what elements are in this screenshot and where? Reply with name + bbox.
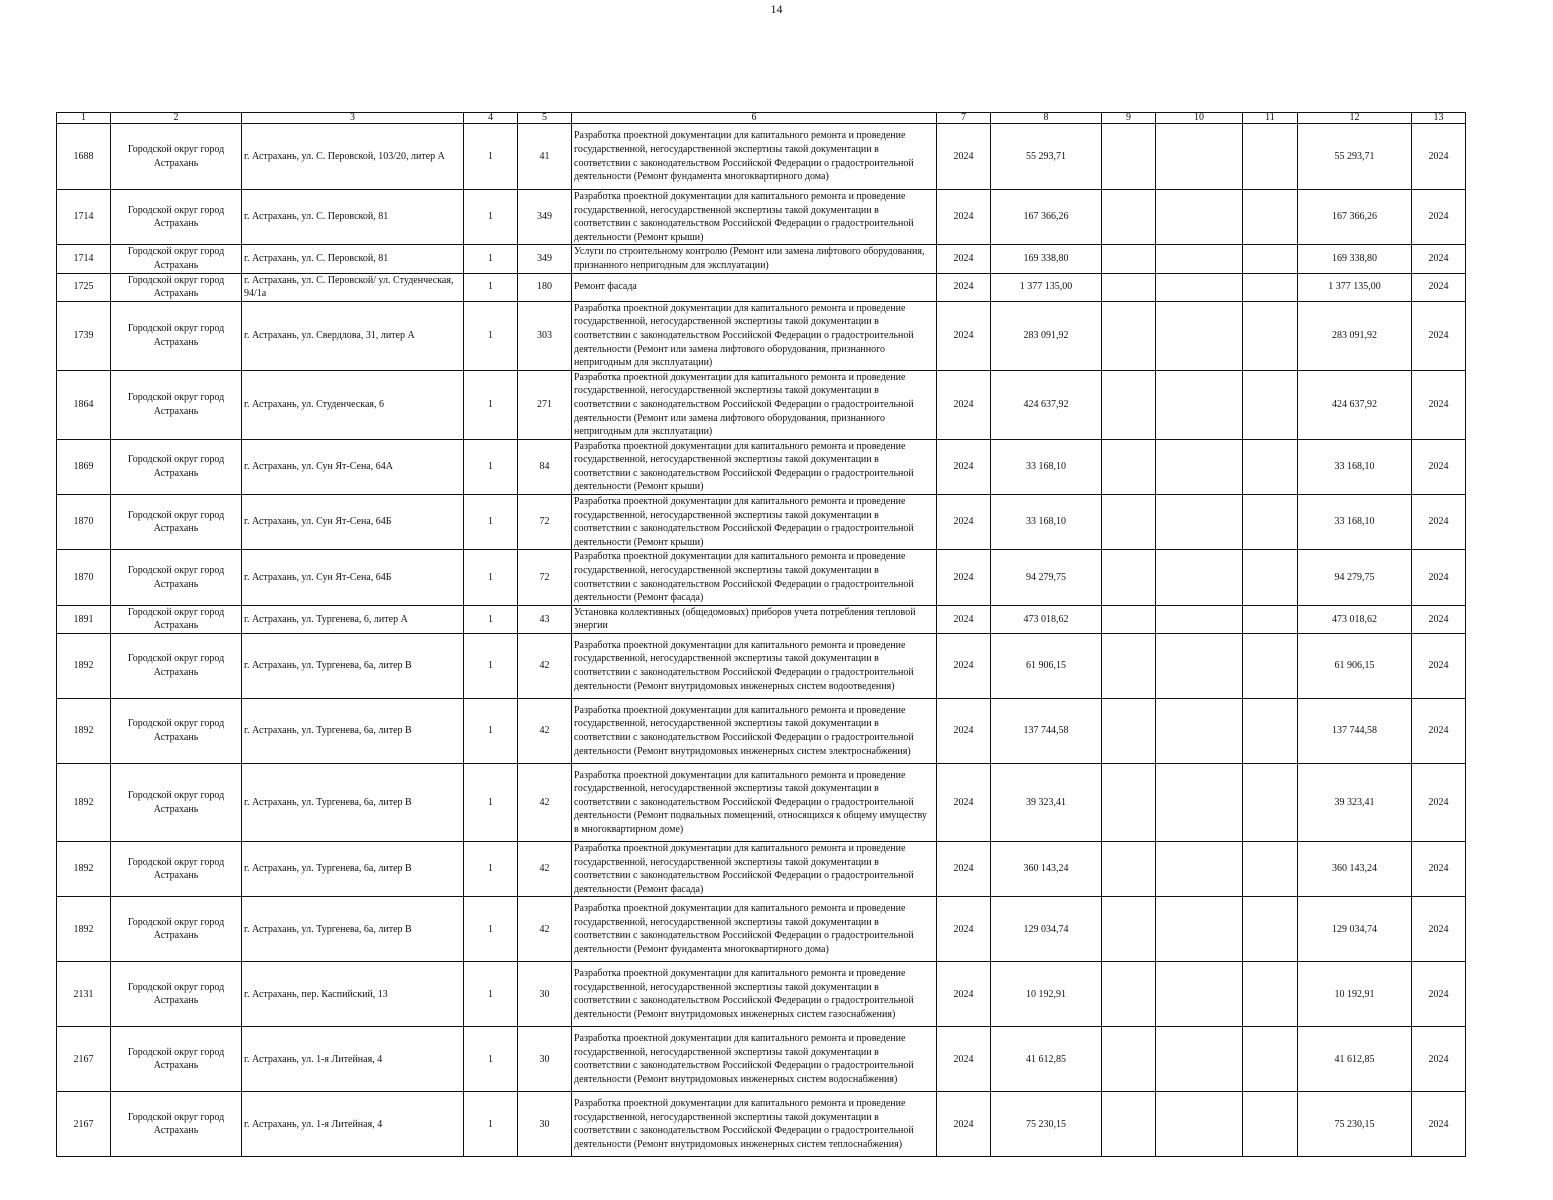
completion-year-cell: 2024 — [1412, 1027, 1466, 1092]
col-10-cell — [1156, 273, 1243, 301]
table-row — [57, 962, 1466, 1027]
completion-year-cell: 2024 — [1412, 245, 1466, 273]
total-cost-cell: 424 637,92 — [1298, 370, 1412, 439]
cost-cell: 137 744,58 — [991, 699, 1102, 764]
table-row — [57, 897, 1466, 962]
work-description-cell: Разработка проектной документации для капитального ремонта и проведение государственной, негосударственной экспертизы такой документации в соответствии с законодательством Российской Федерации о градостроительной деятельности (Ремонт внутридомовых инженерных систем водоснабжения) — [572, 1027, 937, 1092]
row-number-cell: 1892 — [57, 764, 111, 842]
address-cell: г. Астрахань, пер. Каспийский, 13 — [242, 962, 464, 1027]
cost-cell: 1 377 135,00 — [991, 273, 1102, 301]
total-cost-cell: 283 091,92 — [1298, 301, 1412, 370]
column-header-2: 2 — [111, 113, 242, 124]
year-cell: 2024 — [937, 605, 991, 633]
column-header-4: 4 — [464, 113, 518, 124]
municipality-cell: Городской округ город Астрахань — [111, 245, 242, 273]
completion-year-cell: 2024 — [1412, 962, 1466, 1027]
table-row — [57, 439, 1466, 494]
col-10-cell — [1156, 245, 1243, 273]
table-row — [57, 605, 1466, 633]
cost-cell: 424 637,92 — [991, 370, 1102, 439]
col-9-cell — [1102, 550, 1156, 605]
year-cell: 2024 — [937, 439, 991, 494]
row-number-cell: 1892 — [57, 699, 111, 764]
total-cost-cell: 473 018,62 — [1298, 605, 1412, 633]
count-cell: 1 — [464, 245, 518, 273]
total-cost-cell: 129 034,74 — [1298, 897, 1412, 962]
table-row — [57, 1092, 1466, 1157]
row-number-cell: 1892 — [57, 842, 111, 897]
column-number-row — [57, 113, 1466, 124]
address-cell: г. Астрахань, ул. Сун Ят-Сена, 64Б — [242, 550, 464, 605]
column-header-13: 13 — [1412, 113, 1466, 124]
col-11-cell — [1243, 190, 1298, 245]
completion-year-cell: 2024 — [1412, 764, 1466, 842]
apartments-cell: 41 — [518, 124, 572, 190]
count-cell: 1 — [464, 1027, 518, 1092]
completion-year-cell: 2024 — [1412, 273, 1466, 301]
row-number-cell: 1892 — [57, 897, 111, 962]
row-number-cell: 1688 — [57, 124, 111, 190]
column-header-5: 5 — [518, 113, 572, 124]
cost-cell: 75 230,15 — [991, 1092, 1102, 1157]
apartments-cell: 84 — [518, 439, 572, 494]
year-cell: 2024 — [937, 273, 991, 301]
col-11-cell — [1243, 301, 1298, 370]
work-description-cell: Разработка проектной документации для капитального ремонта и проведение государственной, негосударственной экспертизы такой документации в соответствии с законодательством Российской Федерации о градостроительной деятельности (Ремонт внутридомовых инженерных систем теплоснабжения) — [572, 1092, 937, 1157]
completion-year-cell: 2024 — [1412, 842, 1466, 897]
year-cell: 2024 — [937, 550, 991, 605]
year-cell: 2024 — [937, 842, 991, 897]
year-cell: 2024 — [937, 124, 991, 190]
col-11-cell — [1243, 273, 1298, 301]
municipality-cell: Городской округ город Астрахань — [111, 370, 242, 439]
completion-year-cell: 2024 — [1412, 699, 1466, 764]
table-row — [57, 634, 1466, 699]
count-cell: 1 — [464, 190, 518, 245]
col-9-cell — [1102, 634, 1156, 699]
address-cell: г. Астрахань, ул. Тургенева, 6а, литер В — [242, 634, 464, 699]
total-cost-cell: 137 744,58 — [1298, 699, 1412, 764]
table-row — [57, 124, 1466, 190]
completion-year-cell: 2024 — [1412, 301, 1466, 370]
year-cell: 2024 — [937, 1092, 991, 1157]
col-11-cell — [1243, 1092, 1298, 1157]
col-11-cell — [1243, 495, 1298, 550]
year-cell: 2024 — [937, 897, 991, 962]
cost-cell: 129 034,74 — [991, 897, 1102, 962]
table-row — [57, 370, 1466, 439]
col-9-cell — [1102, 962, 1156, 1027]
row-number-cell: 1891 — [57, 605, 111, 633]
col-10-cell — [1156, 301, 1243, 370]
total-cost-cell: 39 323,41 — [1298, 764, 1412, 842]
table-row — [57, 699, 1466, 764]
work-description-cell: Разработка проектной документации для капитального ремонта и проведение государственной, негосударственной экспертизы такой документации в соответствии с законодательством Российской Федерации о градостроительной деятельности (Ремонт внутридомовых инженерных систем газоснабжения) — [572, 962, 937, 1027]
total-cost-cell: 10 192,91 — [1298, 962, 1412, 1027]
year-cell: 2024 — [937, 1027, 991, 1092]
cost-cell: 360 143,24 — [991, 842, 1102, 897]
table-row — [57, 495, 1466, 550]
col-9-cell — [1102, 897, 1156, 962]
cost-cell: 33 168,10 — [991, 439, 1102, 494]
municipality-cell: Городской округ город Астрахань — [111, 634, 242, 699]
row-number-cell: 2167 — [57, 1027, 111, 1092]
municipality-cell: Городской округ город Астрахань — [111, 962, 242, 1027]
count-cell: 1 — [464, 124, 518, 190]
row-number-cell: 1714 — [57, 190, 111, 245]
col-10-cell — [1156, 897, 1243, 962]
apartments-cell: 42 — [518, 897, 572, 962]
count-cell: 1 — [464, 495, 518, 550]
cost-cell: 10 192,91 — [991, 962, 1102, 1027]
completion-year-cell: 2024 — [1412, 897, 1466, 962]
col-9-cell — [1102, 273, 1156, 301]
row-number-cell: 1714 — [57, 245, 111, 273]
municipality-cell: Городской округ город Астрахань — [111, 764, 242, 842]
col-9-cell — [1102, 439, 1156, 494]
work-description-cell: Разработка проектной документации для капитального ремонта и проведение государственной, негосударственной экспертизы такой документации в соответствии с законодательством Российской Федерации о градостроительной деятельности (Ремонт фундамента многоквартирного дома) — [572, 897, 937, 962]
column-header-3: 3 — [242, 113, 464, 124]
cost-cell: 39 323,41 — [991, 764, 1102, 842]
apartments-cell: 72 — [518, 495, 572, 550]
col-11-cell — [1243, 439, 1298, 494]
total-cost-cell: 360 143,24 — [1298, 842, 1412, 897]
work-description-cell: Разработка проектной документации для капитального ремонта и проведение государственной, негосударственной экспертизы такой документации в соответствии с законодательством Российской Федерации о градостроительной деятельности (Ремонт фундамента многоквартирного дома) — [572, 124, 937, 190]
page-number: 14 — [770, 2, 783, 16]
row-number-cell: 2167 — [57, 1092, 111, 1157]
total-cost-cell: 55 293,71 — [1298, 124, 1412, 190]
address-cell: г. Астрахань, ул. Тургенева, 6а, литер В — [242, 699, 464, 764]
cost-cell: 55 293,71 — [991, 124, 1102, 190]
col-9-cell — [1102, 190, 1156, 245]
col-10-cell — [1156, 962, 1243, 1027]
apartments-cell: 42 — [518, 842, 572, 897]
col-10-cell — [1156, 842, 1243, 897]
col-11-cell — [1243, 634, 1298, 699]
count-cell: 1 — [464, 370, 518, 439]
work-description-cell: Ремонт фасада — [572, 273, 937, 301]
apartments-cell: 72 — [518, 550, 572, 605]
year-cell: 2024 — [937, 370, 991, 439]
table-row — [57, 550, 1466, 605]
repair-schedule-table — [56, 112, 1466, 1157]
count-cell: 1 — [464, 764, 518, 842]
municipality-cell: Городской округ город Астрахань — [111, 190, 242, 245]
municipality-cell: Городской округ город Астрахань — [111, 495, 242, 550]
column-header-10: 10 — [1156, 113, 1243, 124]
municipality-cell: Городской округ город Астрахань — [111, 301, 242, 370]
municipality-cell: Городской округ город Астрахань — [111, 439, 242, 494]
apartments-cell: 180 — [518, 273, 572, 301]
count-cell: 1 — [464, 273, 518, 301]
cost-cell: 167 366,26 — [991, 190, 1102, 245]
col-9-cell — [1102, 764, 1156, 842]
count-cell: 1 — [464, 962, 518, 1027]
address-cell: г. Астрахань, ул. С. Перовской, 103/20, литер А — [242, 124, 464, 190]
municipality-cell: Городской округ город Астрахань — [111, 273, 242, 301]
count-cell: 1 — [464, 842, 518, 897]
row-number-cell: 1725 — [57, 273, 111, 301]
municipality-cell: Городской округ город Астрахань — [111, 699, 242, 764]
completion-year-cell: 2024 — [1412, 124, 1466, 190]
col-9-cell — [1102, 1027, 1156, 1092]
year-cell: 2024 — [937, 962, 991, 1027]
column-header-6: 6 — [572, 113, 937, 124]
total-cost-cell: 169 338,80 — [1298, 245, 1412, 273]
count-cell: 1 — [464, 301, 518, 370]
cost-cell: 169 338,80 — [991, 245, 1102, 273]
address-cell: г. Астрахань, ул. Тургенева, 6, литер А — [242, 605, 464, 633]
work-description-cell: Разработка проектной документации для капитального ремонта и проведение государственной, негосударственной экспертизы такой документации в соответствии с законодательством Российской Федерации о градостроительной деятельности (Ремонт крыши) — [572, 439, 937, 494]
col-10-cell — [1156, 495, 1243, 550]
col-10-cell — [1156, 634, 1243, 699]
work-description-cell: Услуги по строительному контролю (Ремонт или замена лифтового оборудования, признанного непригодным для эксплуатации) — [572, 245, 937, 273]
apartments-cell: 271 — [518, 370, 572, 439]
col-9-cell — [1102, 124, 1156, 190]
address-cell: г. Астрахань, ул. Сун Ят-Сена, 64А — [242, 439, 464, 494]
col-11-cell — [1243, 842, 1298, 897]
row-number-cell: 1869 — [57, 439, 111, 494]
row-number-cell: 1870 — [57, 495, 111, 550]
table-row — [57, 842, 1466, 897]
col-11-cell — [1243, 124, 1298, 190]
col-9-cell — [1102, 605, 1156, 633]
work-description-cell: Разработка проектной документации для капитального ремонта и проведение государственной, негосударственной экспертизы такой документации в соответствии с законодательством Российской Федерации о градостроительной деятельности (Ремонт крыши) — [572, 190, 937, 245]
row-number-cell: 1870 — [57, 550, 111, 605]
col-11-cell — [1243, 245, 1298, 273]
completion-year-cell: 2024 — [1412, 634, 1466, 699]
apartments-cell: 43 — [518, 605, 572, 633]
cost-cell: 61 906,15 — [991, 634, 1102, 699]
address-cell: г. Астрахань, ул. Студенческая, 6 — [242, 370, 464, 439]
address-cell: г. Астрахань, ул. С. Перовской, 81 — [242, 190, 464, 245]
cost-cell: 473 018,62 — [991, 605, 1102, 633]
municipality-cell: Городской округ город Астрахань — [111, 1027, 242, 1092]
col-11-cell — [1243, 897, 1298, 962]
col-9-cell — [1102, 245, 1156, 273]
col-11-cell — [1243, 764, 1298, 842]
work-description-cell: Разработка проектной документации для капитального ремонта и проведение государственной, негосударственной экспертизы такой документации в соответствии с законодательством Российской Федерации о градостроительной деятельности (Ремонт фасада) — [572, 842, 937, 897]
col-9-cell — [1102, 301, 1156, 370]
count-cell: 1 — [464, 605, 518, 633]
total-cost-cell: 61 906,15 — [1298, 634, 1412, 699]
apartments-cell: 30 — [518, 1092, 572, 1157]
count-cell: 1 — [464, 439, 518, 494]
completion-year-cell: 2024 — [1412, 190, 1466, 245]
col-11-cell — [1243, 699, 1298, 764]
row-number-cell: 2131 — [57, 962, 111, 1027]
col-10-cell — [1156, 605, 1243, 633]
count-cell: 1 — [464, 699, 518, 764]
column-header-11: 11 — [1243, 113, 1298, 124]
col-10-cell — [1156, 550, 1243, 605]
col-9-cell — [1102, 842, 1156, 897]
apartments-cell: 303 — [518, 301, 572, 370]
column-header-1: 1 — [57, 113, 111, 124]
apartments-cell: 30 — [518, 1027, 572, 1092]
apartments-cell: 349 — [518, 190, 572, 245]
completion-year-cell: 2024 — [1412, 370, 1466, 439]
total-cost-cell: 33 168,10 — [1298, 439, 1412, 494]
year-cell: 2024 — [937, 301, 991, 370]
table-body — [57, 124, 1466, 1157]
completion-year-cell: 2024 — [1412, 550, 1466, 605]
col-11-cell — [1243, 370, 1298, 439]
col-10-cell — [1156, 764, 1243, 842]
completion-year-cell: 2024 — [1412, 439, 1466, 494]
year-cell: 2024 — [937, 190, 991, 245]
address-cell: г. Астрахань, ул. 1-я Литейная, 4 — [242, 1027, 464, 1092]
address-cell: г. Астрахань, ул. Свердлова, 31, литер А — [242, 301, 464, 370]
total-cost-cell: 33 168,10 — [1298, 495, 1412, 550]
apartments-cell: 42 — [518, 634, 572, 699]
municipality-cell: Городской округ город Астрахань — [111, 842, 242, 897]
col-10-cell — [1156, 699, 1243, 764]
col-10-cell — [1156, 370, 1243, 439]
total-cost-cell: 41 612,85 — [1298, 1027, 1412, 1092]
col-9-cell — [1102, 1092, 1156, 1157]
municipality-cell: Городской округ город Астрахань — [111, 1092, 242, 1157]
municipality-cell: Городской округ город Астрахань — [111, 550, 242, 605]
cost-cell: 33 168,10 — [991, 495, 1102, 550]
work-description-cell: Разработка проектной документации для капитального ремонта и проведение государственной, негосударственной экспертизы такой документации в соответствии с законодательством Российской Федерации о градостроительной деятельности (Ремонт крыши) — [572, 495, 937, 550]
row-number-cell: 1864 — [57, 370, 111, 439]
year-cell: 2024 — [937, 764, 991, 842]
total-cost-cell: 94 279,75 — [1298, 550, 1412, 605]
col-10-cell — [1156, 124, 1243, 190]
work-description-cell: Разработка проектной документации для капитального ремонта и проведение государственной, негосударственной экспертизы такой документации в соответствии с законодательством Российской Федерации о градостроительной деятельности (Ремонт или замена лифтового оборудования, признанного непригодным для эксплуатации) — [572, 370, 937, 439]
work-description-cell: Разработка проектной документации для капитального ремонта и проведение государственной, негосударственной экспертизы такой документации в соответствии с законодательством Российской Федерации о градостроительной деятельности (Ремонт подвальных помещений, относящихся к общему имуществу в многоквартирном доме) — [572, 764, 937, 842]
apartments-cell: 30 — [518, 962, 572, 1027]
municipality-cell: Городской округ город Астрахань — [111, 897, 242, 962]
col-11-cell — [1243, 1027, 1298, 1092]
table-row — [57, 273, 1466, 301]
work-description-cell: Разработка проектной документации для капитального ремонта и проведение государственной, негосударственной экспертизы такой документации в соответствии с законодательством Российской Федерации о градостроительной деятельности (Ремонт внутридомовых инженерных систем электроснабжения) — [572, 699, 937, 764]
table-row — [57, 190, 1466, 245]
col-10-cell — [1156, 1092, 1243, 1157]
year-cell: 2024 — [937, 245, 991, 273]
col-11-cell — [1243, 550, 1298, 605]
col-9-cell — [1102, 370, 1156, 439]
address-cell: г. Астрахань, ул. С. Перовской/ ул. Студенческая, 94/1а — [242, 273, 464, 301]
address-cell: г. Астрахань, ул. Тургенева, 6а, литер В — [242, 764, 464, 842]
col-10-cell — [1156, 439, 1243, 494]
year-cell: 2024 — [937, 634, 991, 699]
col-10-cell — [1156, 1027, 1243, 1092]
cost-cell: 94 279,75 — [991, 550, 1102, 605]
completion-year-cell: 2024 — [1412, 495, 1466, 550]
row-number-cell: 1892 — [57, 634, 111, 699]
table-row — [57, 1027, 1466, 1092]
apartments-cell: 42 — [518, 764, 572, 842]
address-cell: г. Астрахань, ул. Тургенева, 6а, литер В — [242, 842, 464, 897]
count-cell: 1 — [464, 634, 518, 699]
column-header-7: 7 — [937, 113, 991, 124]
apartments-cell: 42 — [518, 699, 572, 764]
row-number-cell: 1739 — [57, 301, 111, 370]
address-cell: г. Астрахань, ул. С. Перовской, 81 — [242, 245, 464, 273]
address-cell: г. Астрахань, ул. Тургенева, 6а, литер В — [242, 897, 464, 962]
year-cell: 2024 — [937, 699, 991, 764]
column-header-12: 12 — [1298, 113, 1412, 124]
total-cost-cell: 75 230,15 — [1298, 1092, 1412, 1157]
table-row — [57, 764, 1466, 842]
col-9-cell — [1102, 495, 1156, 550]
table-row — [57, 245, 1466, 273]
count-cell: 1 — [464, 897, 518, 962]
work-description-cell: Разработка проектной документации для капитального ремонта и проведение государственной, негосударственной экспертизы такой документации в соответствии с законодательством Российской Федерации о градостроительной деятельности (Ремонт внутридомовых инженерных систем водоотведения) — [572, 634, 937, 699]
cost-cell: 41 612,85 — [991, 1027, 1102, 1092]
column-header-8: 8 — [991, 113, 1102, 124]
work-description-cell: Разработка проектной документации для капитального ремонта и проведение государственной, негосударственной экспертизы такой документации в соответствии с законодательством Российской Федерации о градостроительной деятельности (Ремонт или замена лифтового оборудования, признанного непригодным для эксплуатации) — [572, 301, 937, 370]
year-cell: 2024 — [937, 495, 991, 550]
cost-cell: 283 091,92 — [991, 301, 1102, 370]
work-description-cell: Установка коллективных (общедомовых) приборов учета потребления тепловой энергии — [572, 605, 937, 633]
address-cell: г. Астрахань, ул. Сун Ят-Сена, 64Б — [242, 495, 464, 550]
municipality-cell: Городской округ город Астрахань — [111, 605, 242, 633]
column-header-9: 9 — [1102, 113, 1156, 124]
apartments-cell: 349 — [518, 245, 572, 273]
completion-year-cell: 2024 — [1412, 1092, 1466, 1157]
col-11-cell — [1243, 605, 1298, 633]
col-10-cell — [1156, 190, 1243, 245]
count-cell: 1 — [464, 550, 518, 605]
completion-year-cell: 2024 — [1412, 605, 1466, 633]
work-description-cell: Разработка проектной документации для капитального ремонта и проведение государственной, негосударственной экспертизы такой документации в соответствии с законодательством Российской Федерации о градостроительной деятельности (Ремонт фасада) — [572, 550, 937, 605]
col-11-cell — [1243, 962, 1298, 1027]
total-cost-cell: 167 366,26 — [1298, 190, 1412, 245]
address-cell: г. Астрахань, ул. 1-я Литейная, 4 — [242, 1092, 464, 1157]
count-cell: 1 — [464, 1092, 518, 1157]
col-9-cell — [1102, 699, 1156, 764]
total-cost-cell: 1 377 135,00 — [1298, 273, 1412, 301]
table-row — [57, 301, 1466, 370]
municipality-cell: Городской округ город Астрахань — [111, 124, 242, 190]
